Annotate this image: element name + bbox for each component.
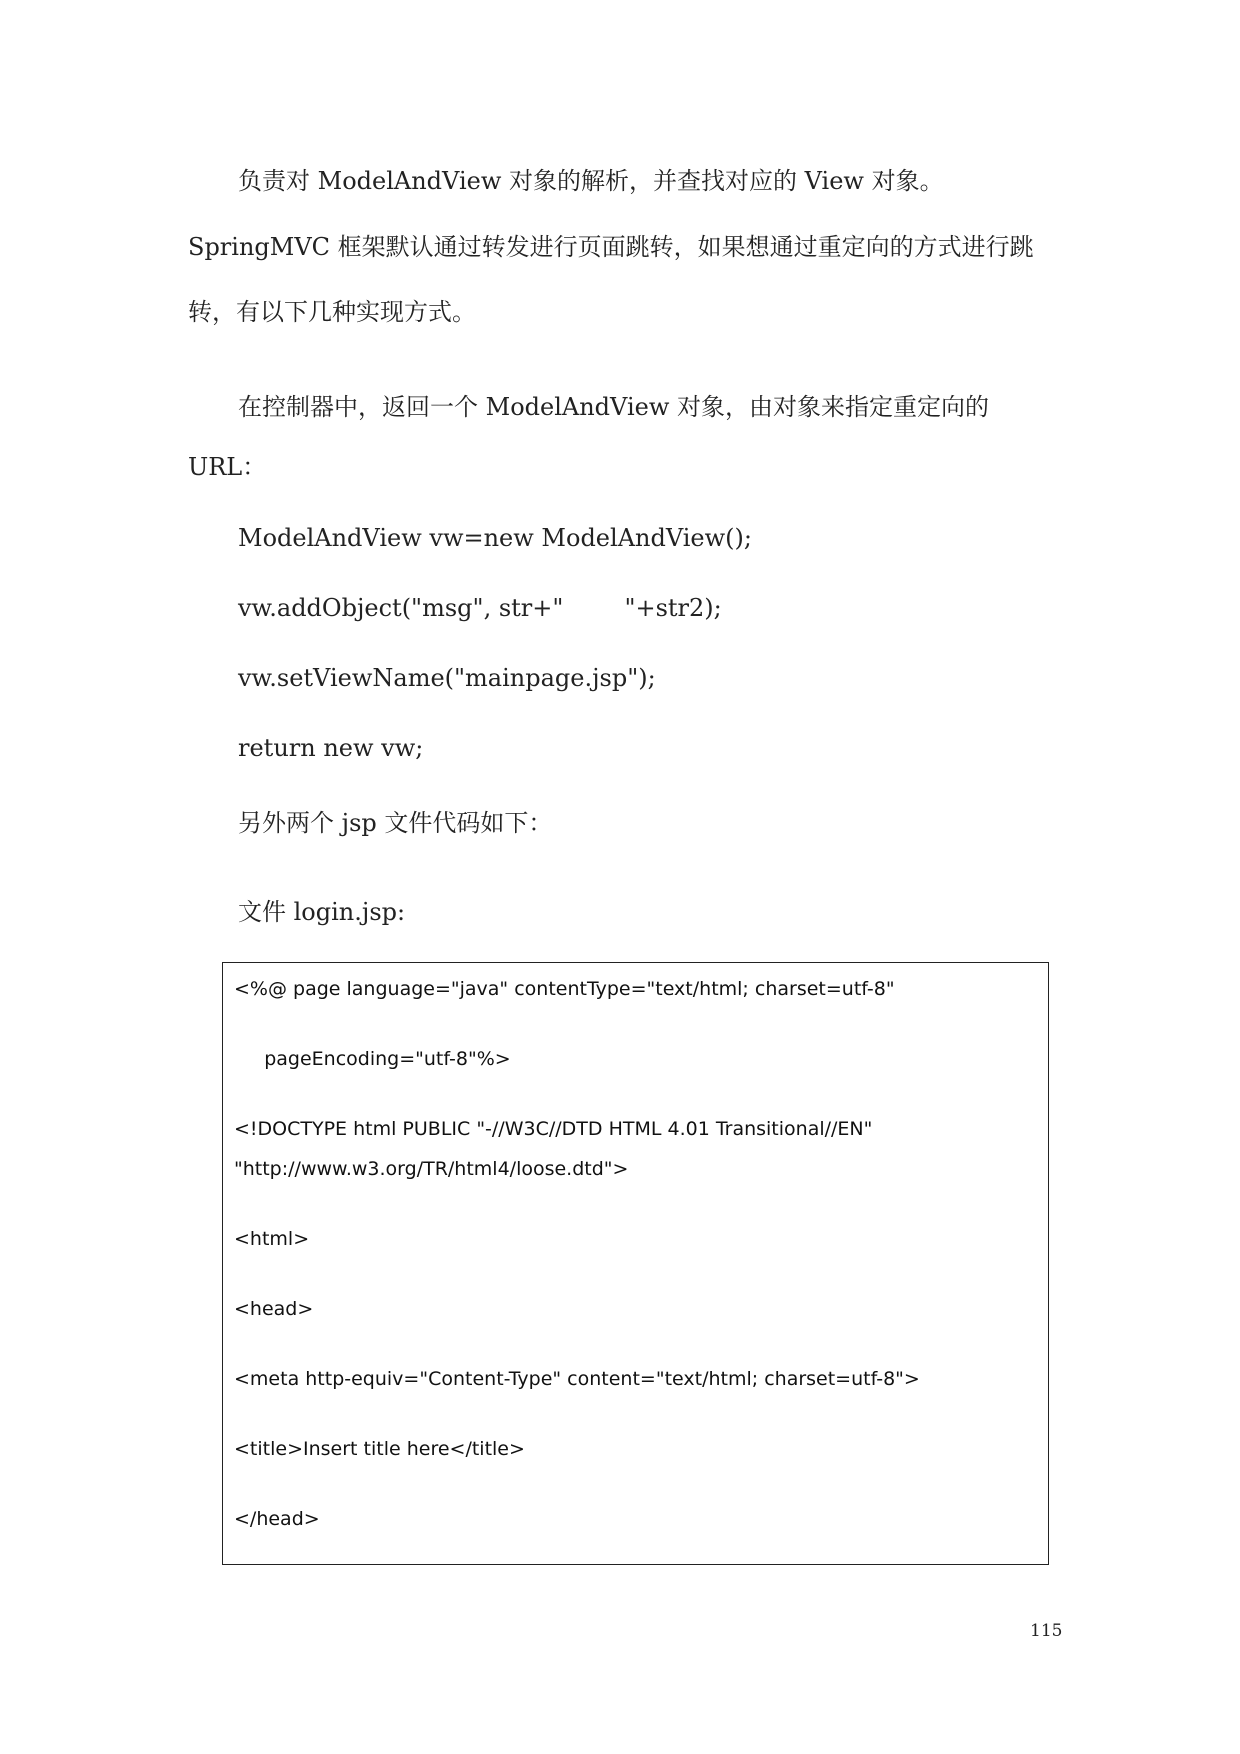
code-line: <head>: [234, 1298, 314, 1320]
code-line: <%@ page language="java" contentType="text/html; charset=utf-8": [234, 978, 895, 1000]
code-line: <title>Insert title here</title>: [234, 1438, 525, 1460]
inline-code-line: vw.setViewName("mainpage.jsp");: [238, 664, 656, 692]
paragraph-controller-line-2: URL：: [188, 453, 267, 481]
code-line: <!DOCTYPE html PUBLIC "-//W3C//DTD HTML 4.01 Transitional//EN": [234, 1118, 873, 1140]
code-line: <meta http-equiv="Content-Type" content="text/html; charset=utf-8">: [234, 1368, 920, 1390]
paragraph-redirect-line-1: SpringMVC 框架默认通过转发进行页面跳转，如果想通过重定向的方式进行跳: [188, 233, 1034, 261]
inline-code-line: ModelAndView vw=new ModelAndView();: [238, 524, 752, 552]
code-line: pageEncoding="utf-8"%>: [234, 1048, 511, 1070]
paragraph-controller-line-1: 在控制器中，返回一个 ModelAndView 对象，由对象来指定重定向的: [238, 393, 990, 421]
paragraph-redirect-line-2: 转，有以下几种实现方式。: [188, 298, 476, 326]
code-line: "http://www.w3.org/TR/html4/loose.dtd">: [234, 1158, 629, 1180]
code-line: </head>: [234, 1508, 320, 1530]
inline-code-line: return new vw;: [238, 734, 424, 762]
code-block: [222, 962, 1049, 1565]
code-line: <html>: [234, 1228, 310, 1250]
file-label: 文件 login.jsp:: [238, 898, 406, 926]
inline-code-line: vw.addObject("msg", str+" "+str2);: [238, 594, 722, 622]
jsp-intro-text: 另外两个 jsp 文件代码如下：: [238, 809, 553, 837]
paragraph-view-resolver: 负责对 ModelAndView 对象的解析，并查找对应的 View 对象。: [238, 167, 944, 195]
page-number: 115: [1030, 1621, 1063, 1641]
